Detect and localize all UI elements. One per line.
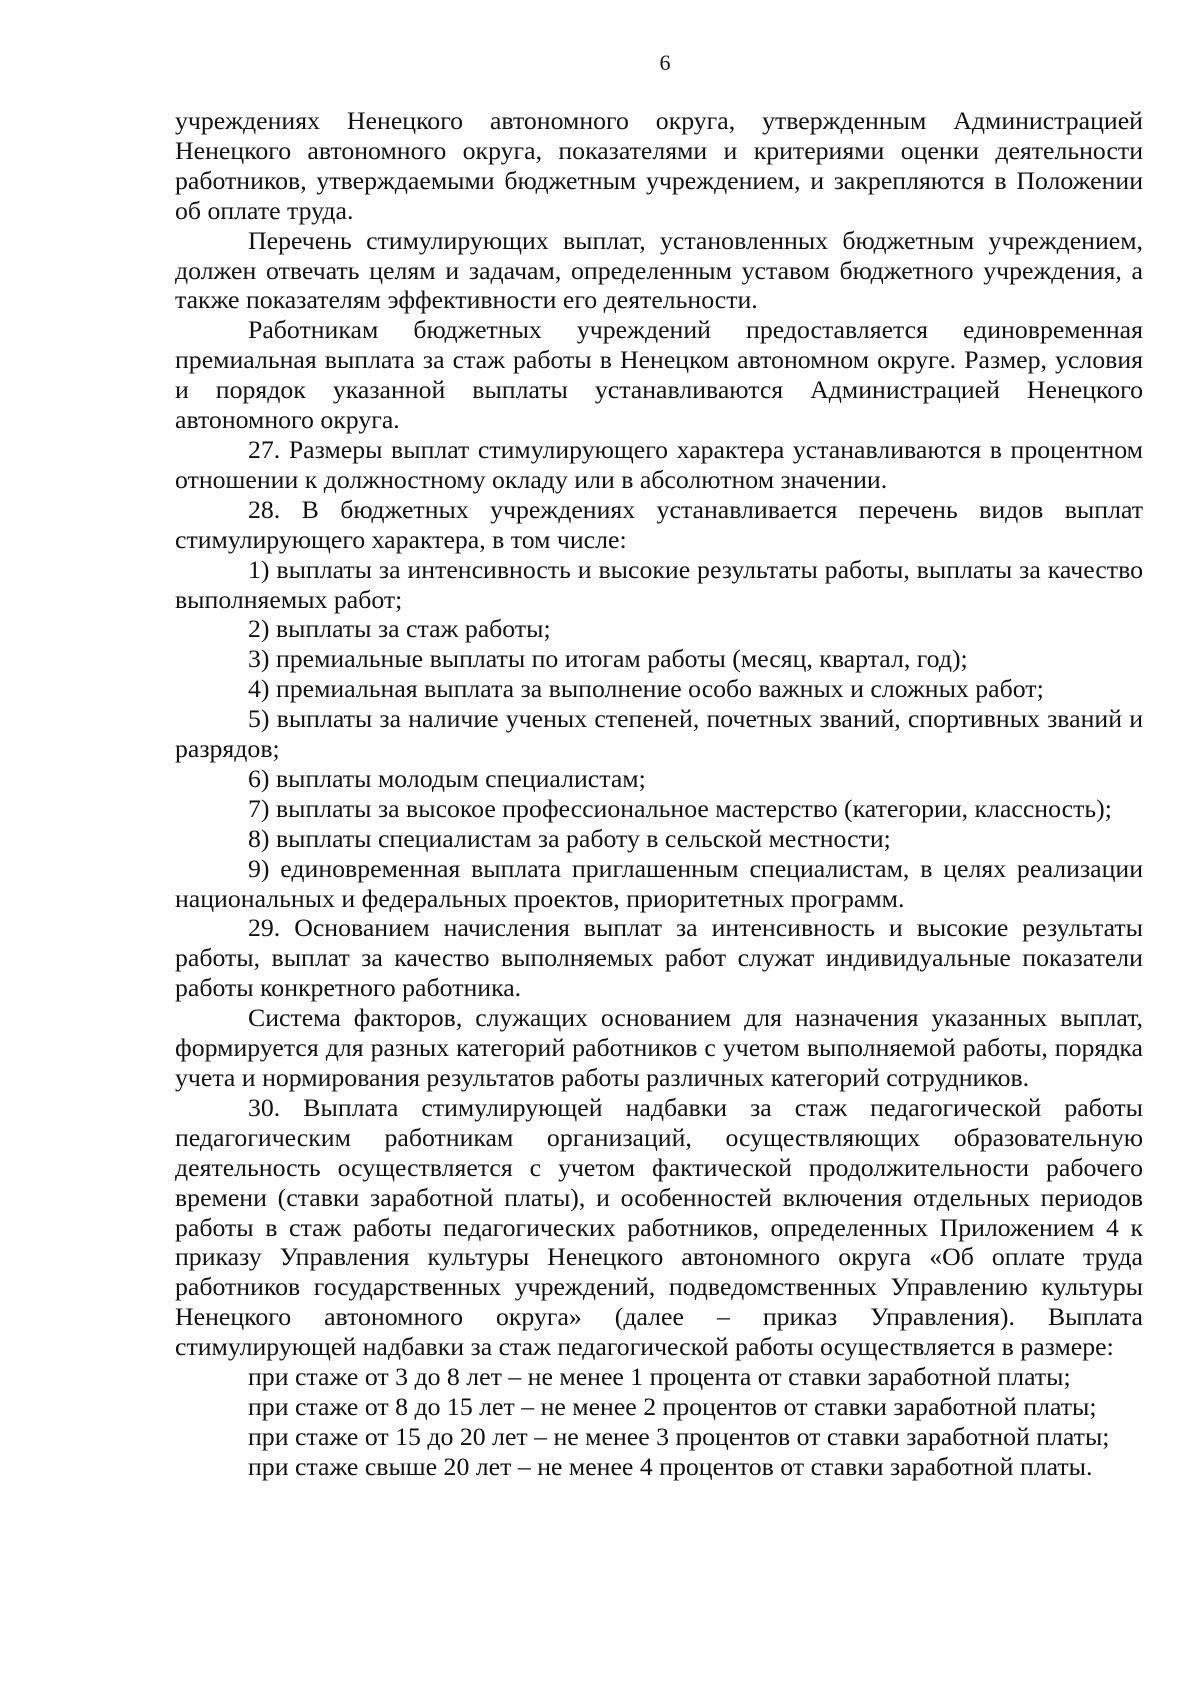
list-item: 3) премиальные выплаты по итогам работы (месяц, квартал, год); — [248, 644, 968, 674]
list-item: 4) премиальная выплата за выполнение особо важных и сложных работ; — [248, 674, 1044, 704]
list-item: при стаже от 3 до 8 лет – не менее 1 процента от ставки заработной платы; — [248, 1362, 1071, 1392]
list-item: при стаже от 8 до 15 лет – не менее 2 процентов от ставки заработной платы; — [248, 1391, 1097, 1421]
list-item: 6) выплаты молодым специалистам; — [248, 763, 646, 793]
document-body — [175, 106, 1143, 1482]
paragraph: 29. Основанием начисления выплат за интенсивность и высокие результаты работы, выплат за качество выполняемых работ служат индивидуальные показатели работы конкретного работника. — [175, 913, 1143, 1003]
paragraph: Перечень стимулирующих выплат, установленных бюджетным учреждением, должен отвечать целям и задачам, определенным уставом бюджетного учреждения, а также показателям эффективности его деятельности. — [175, 225, 1143, 315]
list-item: 8) выплаты специалистам за работу в сельской местности; — [248, 823, 891, 853]
paragraph: 30. Выплата стимулирующей надбавки за стаж педагогической работы педагогическим работникам организаций, осуществляющих образовательную деятельность осуществляется с учетом фактической продолжительности рабочего времени (ставки заработной платы), и особенностей включения отдельных периодов работы в стаж работы педагогических работников, определенных Приложением 4 к приказу Управления культуры Ненецкого автономного округа «Об оплате труда работников государственных учреждений, подведомственных Управлению культуры Ненецкого автономного округа» (далее – приказ Управления). Выплата стимулирующей надбавки за стаж педагогической работы осуществляется в размере: — [175, 1092, 1143, 1362]
list-item: 7) выплаты за высокое профессиональное мастерство (категории, классность); — [248, 793, 1112, 823]
paragraph: учреждениях Ненецкого автономного округа, утвержденным Администрацией Ненецкого автономного округа, показателями и критериями оценки деятельности работников, утверждаемыми бюджетным учреждением, и закрепляются в Положении об оплате труда. — [175, 106, 1143, 225]
paragraph: 27. Размеры выплат стимулирующего характера устанавливаются в процентном отношении к должностному окладу или в абсолютном значении. — [175, 434, 1143, 494]
list-item: 5) выплаты за наличие ученых степеней, почетных званий, спортивных званий и разрядов; — [175, 704, 1143, 764]
list-item: 2) выплаты за стаж работы; — [248, 614, 551, 644]
paragraph: Работникам бюджетных учреждений предоставляется единовременная премиальная выплата за стаж работы в Ненецком автономном округе. Размер, условия и порядок указанной выплаты устанавливаются Администрацией Ненецкого автономного округа. — [175, 315, 1143, 435]
paragraph: 28. В бюджетных учреждениях устанавливается перечень видов выплат стимулирующего характера, в том числе: — [175, 494, 1143, 554]
list-item: 9) единовременная выплата приглашенным специалистам, в целях реализации национальных и федеральных проектов, приоритетных программ. — [175, 853, 1143, 913]
list-item: при стаже свыше 20 лет – не менее 4 процентов от ставки заработной платы. — [248, 1451, 1093, 1481]
list-item: при стаже от 15 до 20 лет – не менее 3 процентов от ставки заработной платы; — [248, 1421, 1110, 1451]
paragraph: Система факторов, служащих основанием для назначения указанных выплат, формируется для разных категорий работников с учетом выполняемой работы, порядка учета и нормирования результатов работы различных категорий сотрудников. — [175, 1003, 1143, 1092]
page-number: 6 — [659, 50, 671, 75]
list-item: 1) выплаты за интенсивность и высокие результаты работы, выплаты за качество выполняемых работ; — [175, 554, 1143, 614]
